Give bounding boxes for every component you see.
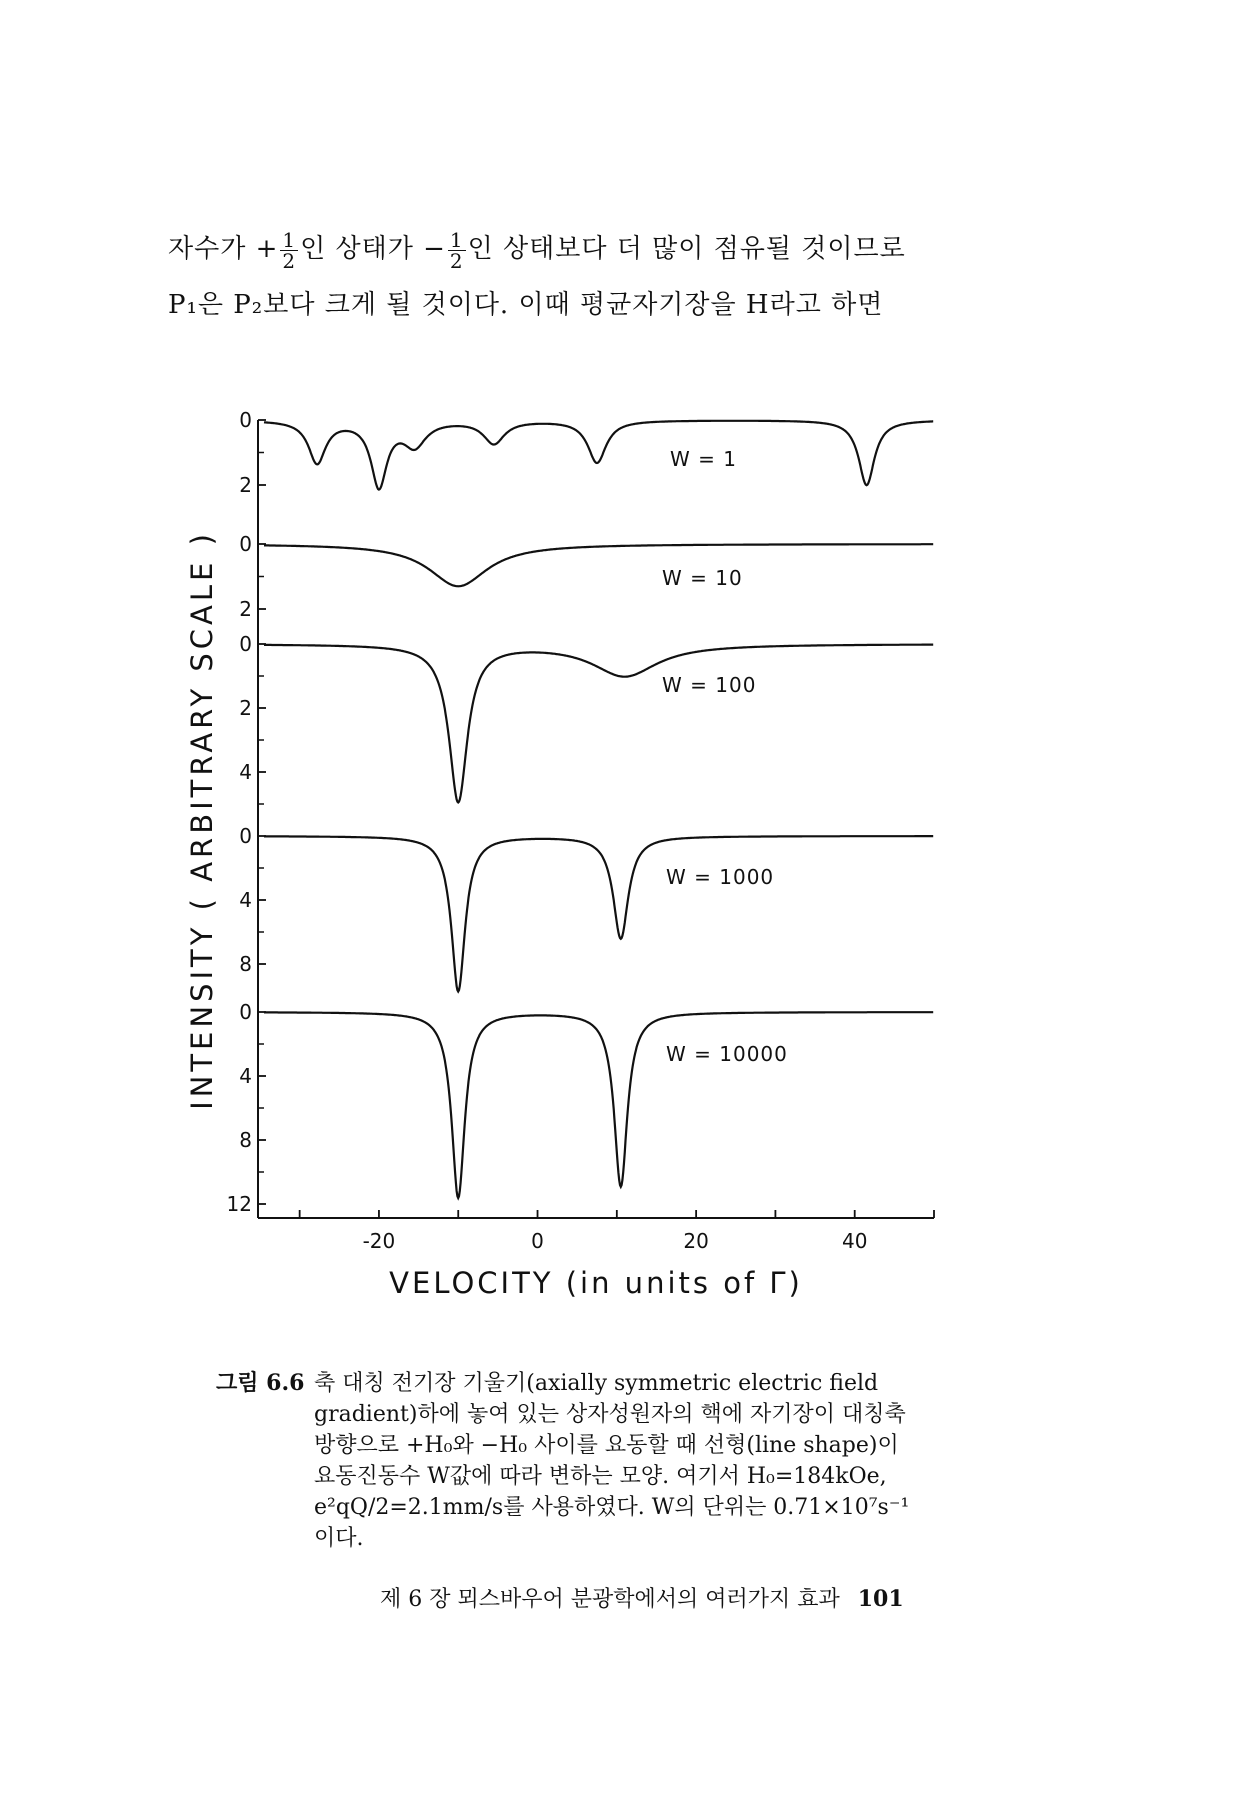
chapter-title: 제 6 장 뫼스바우어 분광학에서의 여러가지 효과 [380, 1587, 840, 1612]
curve-label: W = 1 [670, 447, 737, 471]
y-tick-label: 2 [239, 696, 252, 720]
curve-label: W = 10000 [666, 1042, 788, 1066]
spectrum-curve [264, 836, 933, 991]
x-axis-title: VELOCITY (in units of Γ) [389, 1266, 803, 1300]
caption-line: 요동진동수 W값에 따라 변하는 모양. 여기서 H₀=184kOe, [314, 1464, 887, 1489]
y-tick-label: 12 [226, 1192, 252, 1216]
curve-label: W = 1000 [666, 865, 775, 889]
spectrum-curve [264, 421, 933, 490]
spectrum-curve [264, 544, 933, 586]
intro-text-a: 자수가 + [168, 234, 279, 264]
y-tick-label: 2 [239, 473, 252, 497]
y-tick-label: 4 [239, 1064, 252, 1088]
y-axis-title: INTENSITY ( ARBITRARY SCALE ) [185, 530, 219, 1110]
y-tick-label: 0 [239, 824, 252, 848]
caption-line: 축 대칭 전기장 기울기(axially symmetric electric field [314, 1371, 879, 1396]
y-tick-label: 8 [239, 952, 252, 976]
spectrum-curve [264, 1012, 933, 1198]
caption-line: 이다. [314, 1526, 364, 1551]
page-number: 101 [857, 1586, 904, 1612]
x-tick-label: 20 [683, 1229, 709, 1253]
curve-label: W = 10 [662, 566, 743, 590]
x-tick-label: 40 [841, 1229, 868, 1253]
y-tick-label: 4 [239, 888, 252, 912]
caption-line: e²qQ/2=2.1mm/s를 사용하였다. W의 단위는 0.71×10⁷s⁻¹ [314, 1495, 910, 1520]
y-tick-label: 8 [239, 1128, 252, 1152]
caption-line: gradient)하에 놓여 있는 상자성원자의 핵에 자기장이 대칭축 [314, 1402, 906, 1427]
y-tick-label: 4 [239, 760, 252, 784]
curve-label: W = 100 [662, 673, 757, 697]
spectrum-curve [264, 645, 933, 803]
fraction-numerator: 1 [282, 227, 297, 252]
fraction-denominator: 2 [449, 248, 464, 273]
y-tick-label: 0 [239, 1000, 252, 1024]
page-footer [380, 1582, 904, 1613]
x-tick-label: 0 [531, 1229, 544, 1253]
y-tick-label: 0 [239, 632, 252, 656]
figure-caption [216, 1368, 986, 1554]
y-tick-label: 2 [239, 597, 252, 621]
y-tick-label: 0 [239, 532, 252, 556]
caption-line: 방향으로 +H₀와 −H₀ 사이를 요동할 때 선형(line shape)이 [314, 1433, 899, 1458]
intro-line-2: P₁은 P₂보다 크게 될 것이다. 이때 평균자기장을 H라고 하면 [168, 290, 884, 320]
caption-label: 그림 6.6 [216, 1370, 305, 1396]
x-tick-label: -20 [362, 1229, 396, 1253]
y-tick-label: 0 [239, 408, 252, 432]
caption-body [314, 1368, 986, 1554]
fraction-denominator: 2 [282, 248, 297, 273]
intro-text-b: 인 상태가 − [300, 234, 446, 264]
fraction-numerator: 1 [449, 227, 464, 252]
intro-text-c: 인 상태보다 더 많이 점유될 것이므로 [467, 234, 906, 264]
